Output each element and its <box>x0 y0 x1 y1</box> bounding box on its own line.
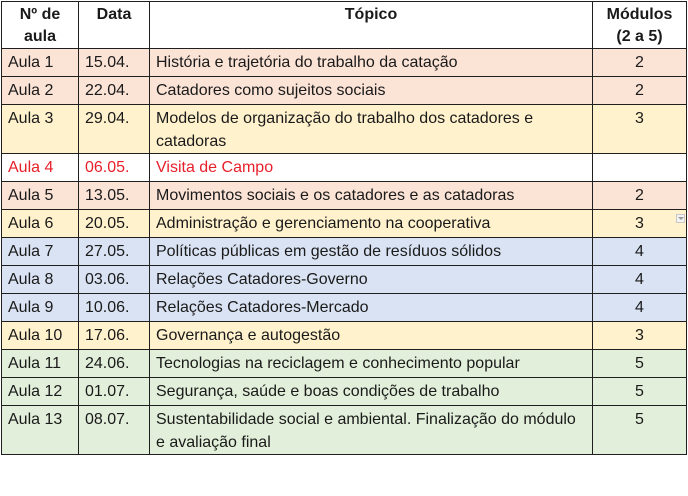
date-cell[interactable]: 20.05. <box>79 210 150 238</box>
topic-cell[interactable]: Tecnologias na reciclagem e conhecimento popular <box>150 350 593 378</box>
date-cell[interactable]: 03.06. <box>79 266 150 294</box>
modules-cell[interactable]: 2 <box>593 182 687 210</box>
lesson-number-cell[interactable]: Aula 11 <box>2 350 79 378</box>
date-cell[interactable]: 24.06. <box>79 350 150 378</box>
autofill-options-icon[interactable] <box>676 214 685 223</box>
lesson-number-cell[interactable]: Aula 3 <box>2 105 79 154</box>
topic-cell[interactable]: Visita de Campo <box>150 154 593 182</box>
date-cell[interactable]: 15.04. <box>79 49 150 77</box>
lesson-number-cell[interactable]: Aula 10 <box>2 322 79 350</box>
lesson-number-cell[interactable]: Aula 7 <box>2 238 79 266</box>
table-row <box>2 49 687 77</box>
date-cell[interactable]: 13.05. <box>79 182 150 210</box>
table-row <box>2 294 687 322</box>
date-cell[interactable]: 06.05. <box>79 154 150 182</box>
topic-cell[interactable]: Modelos de organização do trabalho dos catadores e catadoras <box>150 105 593 154</box>
header-date[interactable]: Data <box>79 2 150 49</box>
modules-cell[interactable]: 3 <box>593 322 687 350</box>
topic-cell[interactable]: Relações Catadores-Mercado <box>150 294 593 322</box>
modules-cell[interactable]: 4 <box>593 238 687 266</box>
table-row <box>2 406 687 455</box>
modules-cell[interactable]: 2 <box>593 49 687 77</box>
modules-value: 3 <box>635 215 644 232</box>
header-row <box>2 2 687 49</box>
header-modules[interactable]: Módulos (2 a 5) <box>593 2 687 49</box>
table-row <box>2 154 687 182</box>
table-row <box>2 182 687 210</box>
modules-cell[interactable]: 4 <box>593 266 687 294</box>
table-row <box>2 350 687 378</box>
modules-cell[interactable] <box>593 210 687 238</box>
topic-cell[interactable]: Governança e autogestão <box>150 322 593 350</box>
topic-cell[interactable]: História e trajetória do trabalho da catação <box>150 49 593 77</box>
modules-cell[interactable]: 2 <box>593 77 687 105</box>
header-topic[interactable]: Tópico <box>150 2 593 49</box>
table-row <box>2 77 687 105</box>
topic-cell[interactable]: Políticas públicas em gestão de resíduos sólidos <box>150 238 593 266</box>
date-cell[interactable]: 17.06. <box>79 322 150 350</box>
date-cell[interactable]: 08.07. <box>79 406 150 455</box>
date-cell[interactable]: 27.05. <box>79 238 150 266</box>
modules-cell[interactable]: 5 <box>593 378 687 406</box>
lesson-number-cell[interactable]: Aula 13 <box>2 406 79 455</box>
lesson-number-cell[interactable]: Aula 4 <box>2 154 79 182</box>
modules-cell[interactable]: 4 <box>593 294 687 322</box>
lesson-number-cell[interactable]: Aula 12 <box>2 378 79 406</box>
table-row <box>2 238 687 266</box>
date-cell[interactable]: 22.04. <box>79 77 150 105</box>
lesson-number-cell[interactable]: Aula 5 <box>2 182 79 210</box>
lesson-number-cell[interactable]: Aula 9 <box>2 294 79 322</box>
lesson-number-cell[interactable]: Aula 1 <box>2 49 79 77</box>
modules-cell[interactable]: 5 <box>593 406 687 455</box>
date-cell[interactable]: 29.04. <box>79 105 150 154</box>
table-row <box>2 210 687 238</box>
table-row <box>2 105 687 154</box>
header-lesson-number[interactable]: Nº de aula <box>2 2 79 49</box>
topic-cell[interactable]: Segurança, saúde e boas condições de trabalho <box>150 378 593 406</box>
modules-cell[interactable]: 5 <box>593 350 687 378</box>
date-cell[interactable]: 01.07. <box>79 378 150 406</box>
topic-cell[interactable]: Relações Catadores-Governo <box>150 266 593 294</box>
schedule-table <box>1 1 687 455</box>
topic-cell[interactable]: Sustentabilidade social e ambiental. Finalização do módulo e avaliação final <box>150 406 593 455</box>
modules-cell[interactable] <box>593 154 687 182</box>
topic-cell[interactable]: Movimentos sociais e os catadores e as catadoras <box>150 182 593 210</box>
lesson-number-cell[interactable]: Aula 8 <box>2 266 79 294</box>
table-row <box>2 266 687 294</box>
date-cell[interactable]: 10.06. <box>79 294 150 322</box>
table-row <box>2 378 687 406</box>
modules-cell[interactable]: 3 <box>593 105 687 154</box>
lesson-number-cell[interactable]: Aula 6 <box>2 210 79 238</box>
topic-cell[interactable]: Catadores como sujeitos sociais <box>150 77 593 105</box>
table-row <box>2 322 687 350</box>
topic-cell[interactable]: Administração e gerenciamento na cooperativa <box>150 210 593 238</box>
lesson-number-cell[interactable]: Aula 2 <box>2 77 79 105</box>
